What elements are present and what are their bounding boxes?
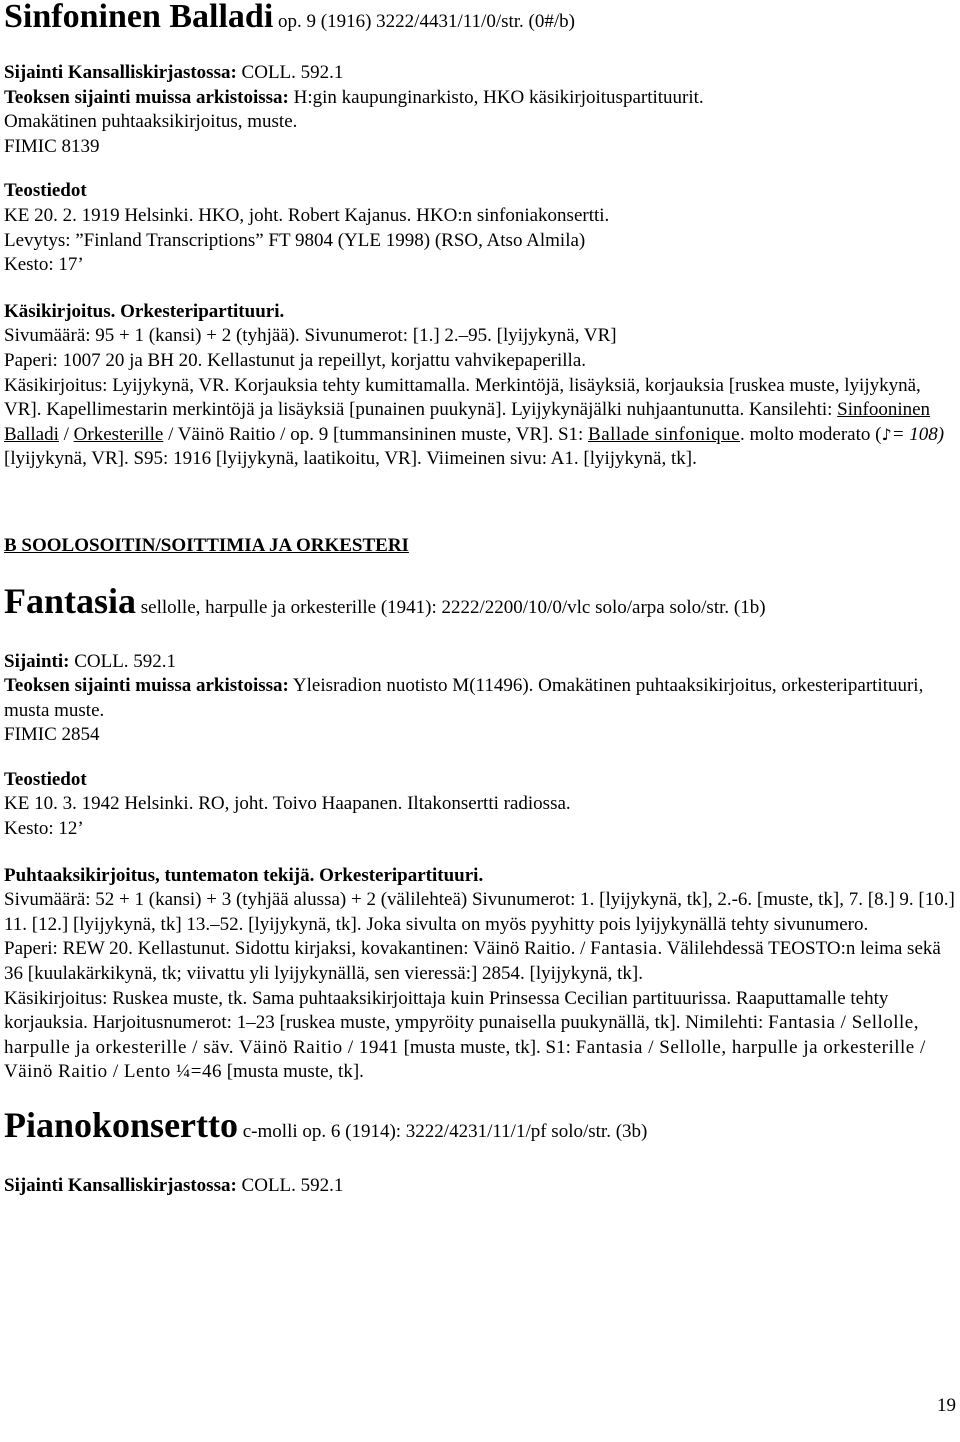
separator: / <box>58 423 74 445</box>
document-page <box>4 0 956 1199</box>
manuscript-heading: Puhtaaksikirjoitus, tuntematon tekijä. Orkesteripartituuri. <box>4 864 484 886</box>
section-heading-b: B SOOLOSOITIN/SOITTIMIA JA ORKESTERI <box>4 534 409 556</box>
manuscript-notes <box>4 374 956 472</box>
recording-info: Levytys: ”Finland Transcriptions” FT 9804 (YLE 1998) (RSO, Atso Almila) <box>4 229 586 251</box>
teostiedot-heading: Teostiedot <box>4 180 87 202</box>
other-archives-label: Teoksen sijainti muissa arkistoissa: <box>4 675 289 697</box>
location-value: COLL. 592.1 <box>236 1175 344 1196</box>
notes-text: Käsikirjoitus: Ruskea muste, tk. Sama puhtaaksikirjoittaja kuin Prinsessa Cecilian partituurissa. Raaputtamalle tehty korjauksia. Harjoitusnumerot: 1–23 [ruskea muste, ympyröity punaisella puukynällä, tk]. Nimilehti: <box>4 987 889 1034</box>
binding-title: Fantasia <box>590 938 658 960</box>
work-subtitle: sellolle, harpulle ja orkesterille (1941): 2222/2200/10/0/vlc solo/arpa solo/str. (1b) <box>136 596 766 618</box>
cover-orchestra: Orkesterille <box>73 423 164 445</box>
location-value: COLL. 592.1 <box>69 650 177 672</box>
paper-info <box>4 937 956 986</box>
notes-text: [lyijykynä, VR]. S95: 1916 [lyijykynä, laatikoitu, VR]. Viimeinen sivu: A1. [lyijykynä, tk]. <box>4 448 697 470</box>
work-title-sinfoninen-balladi <box>4 0 956 39</box>
other-archives-label: Teoksen sijainti muissa arkistoissa: <box>4 86 289 108</box>
work-title: Pianokonsertto <box>4 1105 238 1145</box>
work-subtitle: op. 9 (1916) 3222/4431/11/0/str. (0#/b) <box>273 11 575 32</box>
fimic-id: FIMIC 2854 <box>4 724 100 746</box>
notes-text: / Väinö Raitio / op. 9 [tummansininen muste, VR]. S1: <box>163 423 589 445</box>
work-title-fantasia <box>4 581 956 628</box>
other-archives-line <box>4 674 956 723</box>
duration: Kesto: 17’ <box>4 254 84 276</box>
other-archives-value: Yleisradion nuotisto M(11496). Omakätinen puhtaaksikirjoitus, orkesteripartituuri, musta muste. <box>4 675 924 721</box>
tempo-marking: = 108) <box>891 423 945 445</box>
other-archives-line-2: Omakätinen puhtaaksikirjoitus, muste. <box>4 111 298 133</box>
notes-text: . molto moderato ( <box>740 423 882 445</box>
teostiedot-heading: Teostiedot <box>4 768 87 790</box>
paper-info: Paperi: 1007 20 ja BH 20. Kellastunut ja repeillyt, korjattu vahvikepaperilla. <box>4 349 586 371</box>
s1-text: Fantasia / Sellolle, harpulle ja orkesterille / Väinö Raitio / Lento ¼=46 <box>4 1036 926 1083</box>
fimic-id: FIMIC 8139 <box>4 135 100 157</box>
work-title: Fantasia <box>4 580 137 621</box>
location-line <box>4 1174 956 1199</box>
location-label: Sijainti: <box>4 650 70 672</box>
location-value: COLL. 592.1 <box>236 62 344 83</box>
work-title-pianokonsertto <box>4 1105 956 1152</box>
other-archives-line <box>4 86 956 111</box>
page-count: Sivumäärä: 95 + 1 (kansi) + 2 (tyhjää). Sivunumerot: [1.] 2.–95. [lyijykynä, VR] <box>4 325 617 347</box>
manuscript-notes <box>4 987 956 1085</box>
location-label: Sijainti Kansalliskirjastossa: <box>4 62 237 83</box>
page-count: Sivumäärä: 52 + 1 (kansi) + 3 (tyhjää alussa) + 2 (välilehteä) Sivunumerot: 1. [lyijykynä, tk], 2.-6. [muste, tk], 7. [8.] 9. [10.] 11. [12.] [lyijykynä, tk] 13.–52. [lyijykynä, tk]. Joka sivulta on myös pyyhitty pois lyijykynällä tehty sivunumero. <box>4 889 955 935</box>
paper-text: Paperi: REW 20. Kellastunut. Sidottu kirjaksi, kovakantinen: Väinö Raitio. / <box>4 938 591 960</box>
cover-title: Sinfooninen Balladi <box>4 399 931 445</box>
s1-title: Ballade sinfonique <box>588 423 741 445</box>
notes-text: Käsikirjoitus: Lyijykynä, VR. Korjauksia tehty kumittamalla. Merkintöjä, lisäyksiä, korjauksia [ruskea muste, lyijykynä, VR]. Kapellimestarin merkintöjä ja lisäyksiä [punainen puukynä]. Lyijykynäjälki nuhjaantunutta. Kansilehti: <box>4 374 921 421</box>
manuscript-heading: Käsikirjoitus. Orkesteripartituuri. <box>4 300 285 322</box>
page-number: 19 <box>937 1395 956 1416</box>
location-label: Sijainti Kansalliskirjastossa: <box>4 1175 237 1196</box>
work-title: Sinfoninen Balladi <box>4 0 274 35</box>
title-page-text: Fantasia / Sellolle, harpulle ja orkesterille / säv. Väinö Raitio / 1941 <box>4 1012 919 1058</box>
duration: Kesto: 12’ <box>4 818 84 840</box>
premiere-info: KE 20. 2. 1919 Helsinki. HKO, joht. Robert Kajanus. HKO:n sinfoniakonsertti. <box>4 204 610 226</box>
other-archives-value: H:gin kaupunginarkisto, HKO käsikirjoituspartituurit. <box>288 86 704 108</box>
location-line <box>4 650 956 675</box>
work-subtitle: c-molli op. 6 (1914): 3222/4231/11/1/pf solo/str. (3b) <box>238 1121 648 1142</box>
premiere-info: KE 10. 3. 1942 Helsinki. RO, joht. Toivo Haapanen. Iltakonsertti radiossa. <box>4 793 571 815</box>
notes-text: [musta muste, tk]. S1: <box>398 1036 576 1058</box>
paper-text: . Välilehdessä TEOSTO:n leima sekä 36 [kuulakärkikynä, tk; viivattu yli lyijykynällä, sen vieressä:] 2854. [lyijykynä, tk]. <box>4 938 941 985</box>
eighth-note-icon: ♪ <box>881 424 892 444</box>
location-line <box>4 61 956 86</box>
notes-text: [musta muste, tk]. <box>221 1061 364 1083</box>
